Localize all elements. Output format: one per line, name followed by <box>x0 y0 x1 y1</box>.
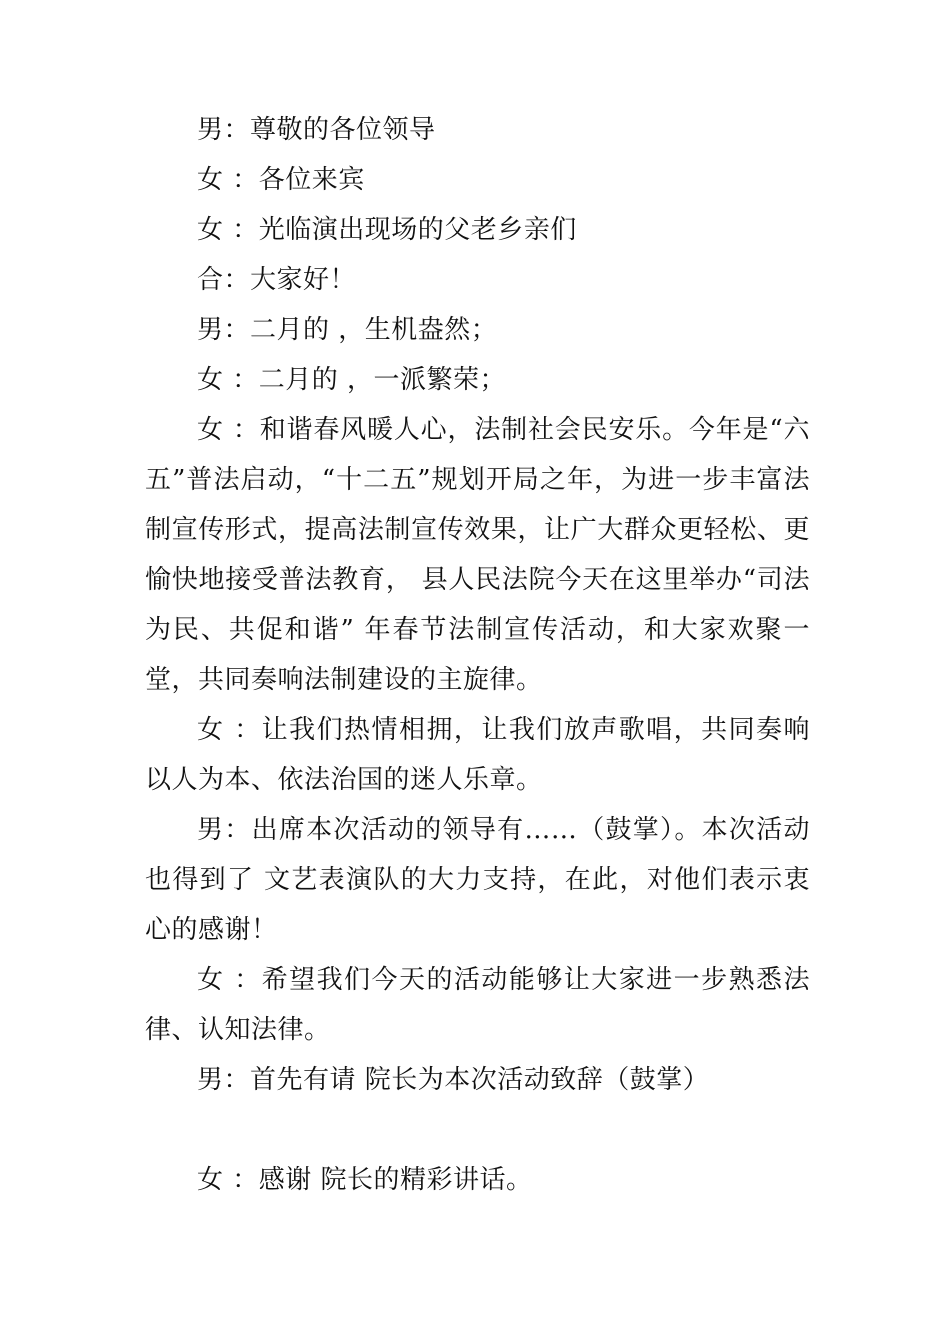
blank-line <box>145 1105 810 1155</box>
line-female-embrace: 女 ：让我们热情相拥，让我们放声歌唱，共同奏响以人为本、依法治国的迷人乐章。 <box>145 715 810 795</box>
line-female-hope: 女 ：希望我们今天的活动能够让大家进一步熟悉法律、认知法律。 <box>145 965 810 1045</box>
line-female-introduction: 女 ：和谐春风暖人心，法制社会民安乐。今年是“六五”普法启动，“十二五”规划开局之年，为进一步丰富法制宣传形式，提高法制宣传效果，让广大群众更轻松、更愉快地接受普法教育， 县人民法院今天在这里举办“司法为民、共促和谐” 年春节法制宣传活动，和大家欢聚一堂，共同奏响法制建设的主旋律。 <box>145 415 810 695</box>
line-male-greeting: 男：尊敬的各位领导 <box>197 115 436 145</box>
line-together-hello: 合：大家好！ <box>197 265 357 295</box>
line-female-guests: 女 ：各位来宾 <box>197 165 365 195</box>
line-female-thanks: 女 ：感谢 院长的精彩讲话。 <box>197 1165 533 1195</box>
line-male-invite-speech: 男：首先有请 院长为本次活动致辞（鼓掌） <box>197 1065 710 1095</box>
line-female-february: 女 ：二月的 ，一派繁荣； <box>197 365 507 395</box>
script-body <box>145 105 810 1205</box>
line-female-villagers: 女 ：光临演出现场的父老乡亲们 <box>197 215 577 245</box>
line-male-leaders: 男：出席本次活动的领导有……（鼓掌）。本次活动也得到了 文艺表演队的大力支持，在此，对他们表示衷心的感谢！ <box>145 815 810 945</box>
line-male-february: 男：二月的 ，生机盎然； <box>197 315 498 345</box>
